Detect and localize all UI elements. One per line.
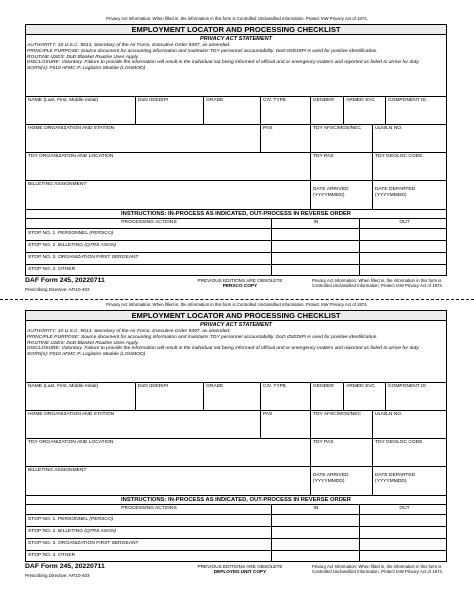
tdy-row bbox=[26, 439, 446, 467]
pa-disclosure: DISCLOSURE: Voluntary. Failure to provide the information will result in the individual not being informed of official and or emergency matters and reported as failed to arrive for duty. bbox=[27, 346, 420, 352]
copy-designation: PERSCO COPY bbox=[222, 283, 258, 289]
pa-purpose: PRINCIPLE PURPOSE: Source document for accounting information and maintains TDY personnel accountability. DoD ID/EDIPI is used for positive identification. bbox=[27, 334, 378, 340]
armed-svc-field[interactable]: ARMED SVC bbox=[343, 383, 385, 410]
step-out-field[interactable] bbox=[359, 551, 448, 562]
step-in-field[interactable] bbox=[271, 253, 359, 264]
home-org-field[interactable]: HOME ORGANIZATION AND STATION bbox=[28, 126, 115, 131]
step-row bbox=[26, 265, 446, 276]
cut-line bbox=[0, 299, 474, 300]
component-id-field[interactable]: COMPONENT ID bbox=[385, 383, 448, 410]
form-number: DAF Form 245, 20220711 bbox=[25, 563, 105, 570]
pa-routine-uses: ROUTINE USES: DoD Blanket Routine Uses Apply. bbox=[27, 54, 139, 60]
step-label: STOP NO. 2. BILLETING (Q7RS ASGN) bbox=[28, 243, 116, 248]
out-column-header: OUT bbox=[359, 219, 448, 228]
date-departed-field[interactable]: DATE DEPARTED (YYYYMMDD) bbox=[372, 181, 448, 209]
in-column-header: IN bbox=[271, 219, 359, 228]
dod-id-field[interactable]: DoD ID/EDIPI bbox=[135, 97, 203, 124]
gender-field[interactable]: GENDER bbox=[310, 97, 343, 124]
grade-field[interactable]: GRADE bbox=[203, 97, 260, 124]
step-row bbox=[26, 539, 446, 551]
civ-type-field[interactable]: CIV. TYPE bbox=[260, 383, 310, 410]
step-row bbox=[26, 229, 446, 241]
prescribing-directive: Prescribing Directive: AFI10-403 bbox=[25, 573, 90, 578]
previous-editions-note: PREVIOUS EDITIONS ARE OBSOLETE DEPLOYED UNIT COPY bbox=[180, 564, 300, 575]
step-in-field[interactable] bbox=[271, 551, 359, 562]
step-in-field[interactable] bbox=[271, 515, 359, 526]
billeting-field[interactable]: BILLETING ASSIGNMENT bbox=[28, 468, 87, 473]
date-arrived-field[interactable]: DATE ARRIVED (YYYYMMDD) bbox=[310, 467, 372, 495]
name-field[interactable]: NAME (Last, First, Middle Initial) bbox=[28, 384, 99, 389]
step-label: STOP NO. 3. ORGANIZATION FIRST SERGEANT bbox=[28, 541, 139, 546]
component-id-field[interactable]: COMPONENT ID bbox=[385, 97, 448, 124]
step-out-field[interactable] bbox=[359, 515, 448, 526]
privacy-act-statement-title: PRIVACY ACT STATEMENT bbox=[199, 36, 273, 42]
tdy-geoloc-field[interactable]: TDY GEOLOC CODE bbox=[372, 153, 448, 180]
step-row bbox=[26, 527, 446, 539]
pa-authority: AUTHORITY: 10 U.S.C. 9013, Secretary of the Air Force, Executive Order 9397, as amended. bbox=[27, 329, 231, 334]
footer-privacy-notice: Privacy Act Information: When filled in, the information in this form is Controlled Unclassified Information. Protect IAW Privacy Act of 1974. bbox=[312, 564, 443, 575]
pas-field[interactable]: PAS bbox=[260, 125, 310, 152]
footer-privacy-notice: Privacy Act Information: When filled in, the information in this form is Controlled Unclassified Information. Protect IAW Privacy Act of 1974. bbox=[312, 278, 443, 289]
checklist-form-deployed bbox=[25, 310, 447, 562]
billeting-field[interactable]: BILLETING ASSIGNMENT bbox=[28, 182, 87, 187]
privacy-notice-bottom: Privacy Act Information: When filled in, the information in this form is Controlled Unclassified Information. Protect IAW Privacy Act of 1974. bbox=[106, 302, 368, 307]
tdy-org-field[interactable]: TDY ORGANIZATION AND LOCATION bbox=[28, 154, 114, 159]
tdy-org-field[interactable]: TDY ORGANIZATION AND LOCATION bbox=[28, 440, 114, 445]
step-out-field[interactable] bbox=[359, 229, 448, 240]
privacy-act-statement bbox=[26, 43, 446, 97]
pa-sorn: SORN(s): F010 AFMC P, Logistics Module (LOGMOD) bbox=[27, 352, 146, 358]
out-column-header: OUT bbox=[359, 505, 448, 514]
step-in-field[interactable] bbox=[271, 265, 359, 276]
step-label: STOP NO. 2. BILLETING (Q7RS ASGN) bbox=[28, 529, 116, 534]
pa-sorn: SORN(s): F010 AFMC P, Logistics Module (LOGMOD) bbox=[27, 66, 146, 72]
form-title: EMPLOYMENT LOCATOR AND PROCESSING CHECKLIST bbox=[26, 311, 446, 321]
pa-routine-uses: ROUTINE USES: DoD Blanket Routine Uses Apply. bbox=[27, 340, 139, 346]
processing-actions-header: PROCESSING ACTIONS bbox=[121, 220, 177, 225]
tdy-row bbox=[26, 153, 446, 181]
tdy-pas-field[interactable]: TDY PAS bbox=[310, 153, 372, 180]
civ-type-field[interactable]: CIV. TYPE bbox=[260, 97, 310, 124]
armed-svc-field[interactable]: ARMED SVC bbox=[343, 97, 385, 124]
tdy-geoloc-field[interactable]: TDY GEOLOC CODE bbox=[372, 439, 448, 466]
step-out-field[interactable] bbox=[359, 253, 448, 264]
processing-header bbox=[26, 505, 446, 515]
step-row bbox=[26, 551, 446, 562]
privacy-notice-top: Privacy Act Information: When filled in, the information in this form is Controlled Unclassified Information. Protect IAW Privacy Act of 1974. bbox=[106, 16, 368, 21]
step-row bbox=[26, 241, 446, 253]
instructions: INSTRUCTIONS: IN-PROCESS AS INDICATED, OUT-PROCESS IN REVERSE ORDER bbox=[26, 210, 446, 219]
processing-header bbox=[26, 219, 446, 229]
billeting-row bbox=[26, 181, 446, 210]
processing-actions-header: PROCESSING ACTIONS bbox=[121, 506, 177, 511]
home-row bbox=[26, 411, 446, 439]
date-arrived-field[interactable]: DATE ARRIVED (YYYYMMDD) bbox=[310, 181, 372, 209]
step-out-field[interactable] bbox=[359, 539, 448, 550]
step-label: STOP NO. 4. OTHER bbox=[28, 553, 76, 558]
instructions: INSTRUCTIONS: IN-PROCESS AS INDICATED, OUT-PROCESS IN REVERSE ORDER bbox=[26, 496, 446, 505]
pa-authority: AUTHORITY: 10 U.S.C. 9013, Secretary of the Air Force, Executive Order 9397, as amended. bbox=[27, 43, 231, 48]
step-in-field[interactable] bbox=[271, 527, 359, 538]
tdy-afsc-field[interactable]: TDY AFSC/MOS/NEC bbox=[310, 411, 372, 438]
date-departed-field[interactable]: DATE DEPARTED (YYYYMMDD) bbox=[372, 467, 448, 495]
copy-designation: DEPLOYED UNIT COPY bbox=[213, 569, 267, 575]
grade-field[interactable]: GRADE bbox=[203, 383, 260, 410]
step-in-field[interactable] bbox=[271, 539, 359, 550]
pas-field[interactable]: PAS bbox=[260, 411, 310, 438]
step-label: STOP NO. 3. ORGANIZATION FIRST SERGEANT bbox=[28, 255, 139, 260]
step-in-field[interactable] bbox=[271, 241, 359, 252]
step-row bbox=[26, 253, 446, 265]
tdy-pas-field[interactable]: TDY PAS bbox=[310, 439, 372, 466]
form-title: EMPLOYMENT LOCATOR AND PROCESSING CHECKLIST bbox=[26, 25, 446, 35]
uln-field[interactable]: ULN/LN NO. bbox=[372, 411, 448, 438]
step-in-field[interactable] bbox=[271, 229, 359, 240]
tdy-afsc-field[interactable]: TDY AFSC/MOS/NEC bbox=[310, 125, 372, 152]
step-out-field[interactable] bbox=[359, 527, 448, 538]
step-out-field[interactable] bbox=[359, 265, 448, 276]
step-out-field[interactable] bbox=[359, 241, 448, 252]
home-org-field[interactable]: HOME ORGANIZATION AND STATION bbox=[28, 412, 115, 417]
gender-field[interactable]: GENDER bbox=[310, 383, 343, 410]
step-row bbox=[26, 515, 446, 527]
pa-disclosure: DISCLOSURE: Voluntary. Failure to provide the information will result in the individual not being informed of official and or emergency matters and reported as failed to arrive for duty. bbox=[27, 60, 420, 66]
in-column-header: IN bbox=[271, 505, 359, 514]
previous-editions-note: PREVIOUS EDITIONS ARE OBSOLETE PERSCO COPY bbox=[185, 278, 295, 289]
home-row bbox=[26, 125, 446, 153]
dod-id-field[interactable]: DoD ID/EDIPI bbox=[135, 383, 203, 410]
step-label: STOP NO. 1. PERSONNEL (PERSCO) bbox=[28, 517, 114, 522]
name-field[interactable]: NAME (Last, First, Middle Initial) bbox=[28, 98, 99, 103]
checklist-form-persco bbox=[25, 24, 447, 276]
identity-row bbox=[26, 383, 446, 411]
prescribing-directive: Prescribing Directive: AFI10-403 bbox=[25, 287, 90, 292]
identity-row bbox=[26, 97, 446, 125]
form-number: DAF Form 245, 20220711 bbox=[25, 277, 105, 284]
step-label: STOP NO. 4. OTHER bbox=[28, 267, 76, 272]
step-label: STOP NO. 1. PERSONNEL (PERSCO) bbox=[28, 231, 114, 236]
privacy-act-statement bbox=[26, 329, 446, 383]
uln-field[interactable]: ULN/LN NO. bbox=[372, 125, 448, 152]
pa-purpose: PRINCIPLE PURPOSE: Source document for accounting information and maintains TDY personnel accountability. DoD ID/EDIPI is used for positive identification. bbox=[27, 48, 378, 54]
billeting-row bbox=[26, 467, 446, 496]
privacy-act-statement-title: PRIVACY ACT STATEMENT bbox=[199, 322, 273, 328]
